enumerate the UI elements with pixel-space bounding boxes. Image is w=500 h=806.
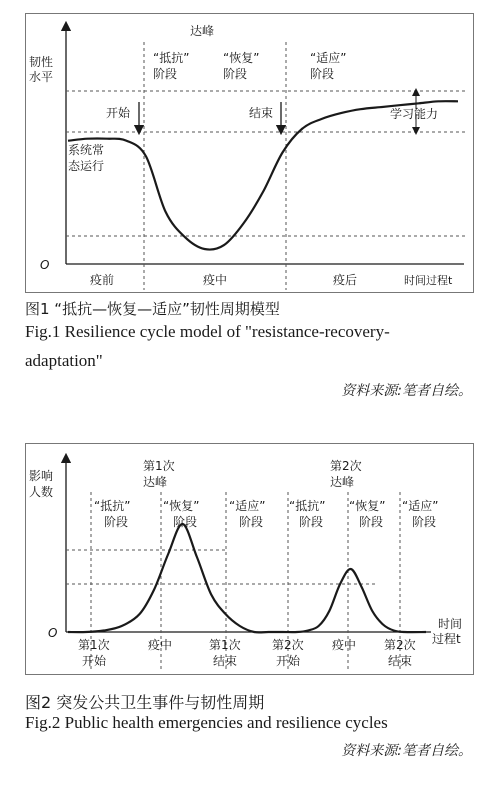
peak1-label-line1: 第1次 bbox=[143, 459, 175, 473]
y-axis-label-line1: 韧性 bbox=[29, 55, 54, 69]
bottom-second-start-line1: 第2次 bbox=[272, 638, 304, 652]
figure1-frame bbox=[25, 13, 474, 293]
peak2-label-line1: 第2次 bbox=[330, 459, 362, 473]
figure2-caption-en: Fig.2 Public health emergencies and resilience cycles bbox=[25, 713, 388, 732]
end-label: 结束 bbox=[249, 106, 274, 120]
period-during: 疫中 bbox=[203, 273, 228, 287]
figure1-source: 资料来源:笔者自绘。 bbox=[341, 383, 472, 399]
phase-adapt-2-line1: “适应” bbox=[402, 499, 439, 513]
bottom-second-end-line2: 结束 bbox=[388, 654, 413, 668]
phase-adapt-2-line2: 阶段 bbox=[412, 515, 437, 529]
bottom-first-start-line1: 第1次 bbox=[78, 638, 110, 652]
bottom-second-start-line2: 开始 bbox=[276, 654, 301, 668]
bottom-first-during: 疫中 bbox=[148, 638, 173, 652]
start-label: 开始 bbox=[106, 106, 131, 120]
figure2-caption-zh: 图2 突发公共卫生事件与韧性周期 bbox=[25, 693, 265, 712]
normal-label-line2: 态运行 bbox=[68, 159, 105, 173]
figure1-caption-en-line1: Fig.1 Resilience cycle model of "resistance-recovery- bbox=[25, 322, 390, 341]
phase-recover-line1: “恢复” bbox=[223, 51, 260, 65]
figure2-frame bbox=[25, 443, 474, 675]
origin-label: O bbox=[48, 626, 58, 640]
peak2-label-line2: 达峰 bbox=[330, 475, 355, 489]
x-axis-label-line1: 时间 bbox=[438, 617, 463, 631]
phase-adapt-1-line1: “适应” bbox=[229, 499, 266, 513]
x-axis-label: 时间过程t bbox=[404, 274, 453, 287]
bottom-second-during: 疫中 bbox=[332, 638, 357, 652]
phase-recover-1-line2: 阶段 bbox=[173, 515, 198, 529]
bottom-first-start-line2: 开始 bbox=[82, 654, 107, 668]
peak1-label-line2: 达峰 bbox=[143, 475, 168, 489]
phase-resist-1-line2: 阶段 bbox=[104, 515, 129, 529]
figure1-chart bbox=[26, 14, 473, 292]
phase-adapt-1-line2: 阶段 bbox=[239, 515, 264, 529]
phase-recover-2-line1: “恢复” bbox=[349, 499, 386, 513]
origin-label: O bbox=[40, 258, 50, 272]
phase-resist-line1: “抵抗” bbox=[153, 51, 190, 65]
y-axis-label-line2: 人数 bbox=[29, 485, 54, 499]
phase-adapt-line2: 阶段 bbox=[310, 67, 335, 81]
phase-recover-2-line2: 阶段 bbox=[359, 515, 384, 529]
peak-label: 达峰 bbox=[190, 24, 215, 38]
figure1-caption-en-line2: adaptation" bbox=[25, 351, 103, 370]
phase-recover-line2: 阶段 bbox=[223, 67, 248, 81]
figure2-source: 资料来源:笔者自绘。 bbox=[341, 743, 472, 759]
x-axis-label-line2: 过程t bbox=[432, 632, 461, 646]
bottom-second-end-line1: 第2次 bbox=[384, 638, 416, 652]
normal-label-line1: 系统常 bbox=[68, 143, 105, 157]
phase-resist-2-line1: “抵抗” bbox=[289, 499, 326, 513]
phase-resist-line2: 阶段 bbox=[153, 67, 178, 81]
bottom-first-end-line1: 第1次 bbox=[209, 638, 241, 652]
resilience-curve bbox=[68, 101, 458, 249]
figure2-chart bbox=[26, 444, 473, 674]
learning-capacity-label: 学习能力 bbox=[390, 107, 439, 121]
phase-recover-1-line1: “恢复” bbox=[163, 499, 200, 513]
impact-curve bbox=[68, 524, 426, 632]
bottom-first-end-line2: 结束 bbox=[213, 654, 238, 668]
phase-resist-2-line2: 阶段 bbox=[299, 515, 324, 529]
phase-resist-1-line1: “抵抗” bbox=[94, 499, 131, 513]
figure1-caption-zh: 图1 “抵抗—恢复—适应”韧性周期模型 bbox=[25, 300, 280, 318]
period-pre: 疫前 bbox=[90, 273, 115, 287]
phase-adapt-line1: “适应” bbox=[310, 51, 347, 65]
y-axis-label-line1: 影响 bbox=[29, 469, 54, 483]
period-post: 疫后 bbox=[333, 273, 358, 287]
y-axis-label-line2: 水平 bbox=[29, 70, 54, 84]
